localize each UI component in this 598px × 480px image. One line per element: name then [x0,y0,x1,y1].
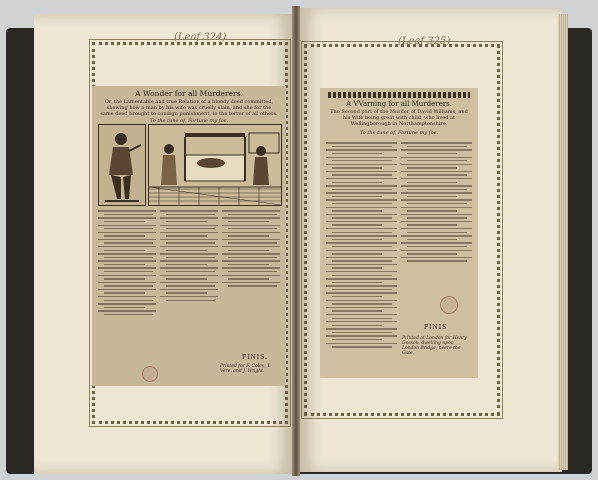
book-gutter [292,6,300,476]
left-sheet-tune: To the tune of, Fortune my foe. [149,118,229,124]
woodcut-figure-image [98,124,146,206]
page-edges [558,14,568,470]
right-sheet-title: A VVarning for all Murderers. [346,100,452,108]
left-broadside-sheet [92,86,286,386]
library-stamp-image [440,296,458,314]
left-verse-col-2 [160,208,218,368]
left-folio: (Leaf 324) [174,32,227,43]
left-page [34,14,292,474]
left-verse-col-3 [222,208,280,368]
right-page [300,8,562,472]
right-sheet-ornament-band [328,92,470,98]
right-folio: (Leaf 325) [398,36,451,47]
right-verse-col-2 [401,140,472,340]
left-sheet-imprint: Printed for F. Coles, T. Vere, and J. Wright. [220,364,271,374]
right-sheet-finis: FINIS [424,324,448,331]
left-sheet-finis: FINIS. [242,354,268,361]
left-verse-columns [98,208,280,368]
woodcut-bedroom-scene-image [148,124,282,206]
right-sheet-tune: To the tune of, Fortune my foe. [359,130,439,136]
right-sheet-imprint: Printed at London for Henry Gosson, dwelling upon London Bridge, neere the Gate. [402,336,467,356]
right-verse-col-1 [326,140,397,340]
right-broadside-sheet [320,88,478,378]
right-sheet-subtitle: The Second part of the Murder of David Williams, and his Wife being great with child, who lived at Wellingborough in Northamptonshire. [330,109,468,127]
left-sheet-subtitle: Or, the Lamentable and true Relation of a bloody deed committed, shewing how a man by his wife was cruelly slain, and she for the same deed brought to condign punishment, to the terror of all others. [100,99,278,117]
library-stamp-image [142,366,158,382]
left-verse-col-1 [98,208,156,368]
left-sheet-title: A Wonder for all Murderers. [135,89,243,98]
